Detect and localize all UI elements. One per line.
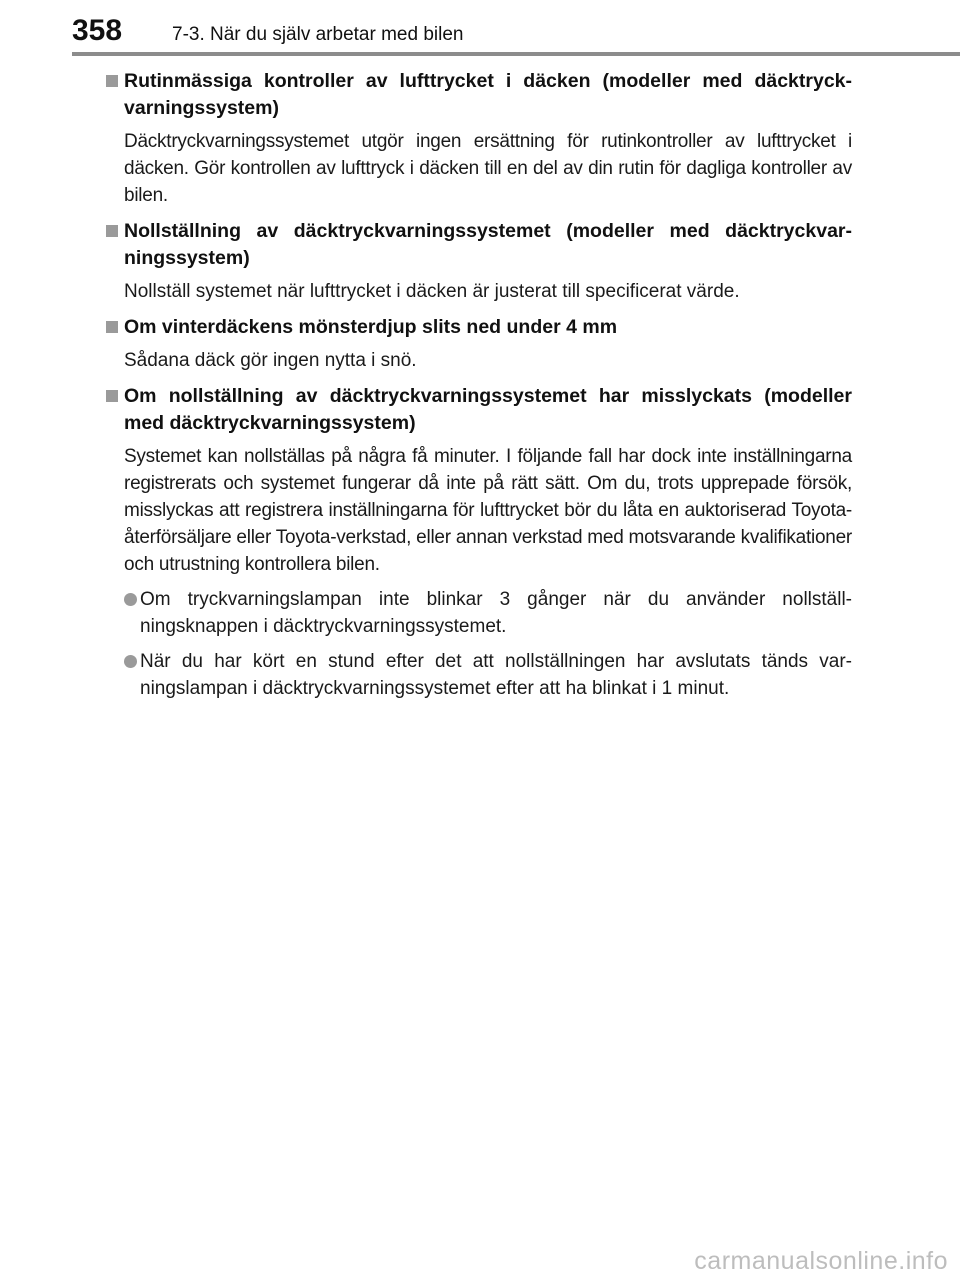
section-heading	[106, 383, 852, 437]
circle-bullet-icon	[124, 655, 137, 668]
watermark: carmanualsonline.info	[694, 1247, 948, 1275]
running-title: 7-3. När du själv arbetar med bilen	[172, 24, 464, 45]
section-paragraph: Däcktryckvarningssystemet utgör ingen ersättning för rutinkontroller av lufttrycket i däcken. Gör kontrollen av lufttryck i däcken till en del av din rutin för dagliga kontroller av bilen.	[124, 131, 852, 206]
square-bullet-icon	[106, 390, 118, 402]
circle-bullet-icon	[124, 593, 137, 606]
page-number: 358	[72, 14, 123, 47]
section-paragraph: Systemet kan nollställas på några få minuter. I följande fall har dock inte inställningarna registrerats och systemet fungerar då inte på rätt sätt. Om du, trots upprepade försök, misslyckas att registrera inställningarna för lufttrycket bör du låta en auktoriserad Toyota-återförsäljare eller Toyota-verkstad, eller annan verkstad med motsvarande kvalifikationer och utrustning kontrollera bilen.	[124, 446, 853, 575]
section-heading-text: Om vinterdäckens mönsterdjup slits ned under 4 mm	[124, 316, 618, 338]
list-item-text: När du har kört en stund efter det att nollställningen har avslutats tänds var-ningslampan i däcktryckvarningssystemet efter att ha blinkat i 1 minut.	[140, 651, 852, 699]
section-winter-tyres	[106, 314, 852, 374]
page-content	[106, 68, 852, 711]
section-heading-text: Rutinmässiga kontroller av lufttrycket i däcken (modeller med däcktryck-varningssystem)	[124, 70, 852, 119]
page-header	[0, 0, 960, 60]
section-paragraph: Sådana däck gör ingen nytta i snö.	[124, 350, 417, 371]
square-bullet-icon	[106, 321, 118, 333]
section-paragraph: Nollställ systemet när lufttrycket i däcken är justerat till specificerat värde.	[124, 281, 740, 302]
section-heading	[106, 218, 852, 272]
section-reset-failed	[106, 383, 852, 702]
section-heading	[106, 314, 852, 341]
list-item-text: Om tryckvarningslampan inte blinkar 3 gånger när du använder nollställ-ningsknappen i däcktryckvarningssystemet.	[140, 589, 852, 637]
section-reset-system	[106, 218, 852, 305]
header-rule	[72, 52, 960, 56]
list-item	[106, 586, 852, 640]
list-item	[106, 648, 852, 702]
section-heading-text: Nollställning av däcktryckvarningssystemet (modeller med däcktryckvar-ningssystem)	[124, 220, 852, 269]
section-routine-checks	[106, 68, 852, 209]
section-heading	[106, 68, 852, 122]
section-heading-text: Om nollställning av däcktryckvarningssystemet har misslyckats (modeller med däcktryckvarningssystem)	[124, 385, 852, 434]
square-bullet-icon	[106, 75, 118, 87]
square-bullet-icon	[106, 225, 118, 237]
